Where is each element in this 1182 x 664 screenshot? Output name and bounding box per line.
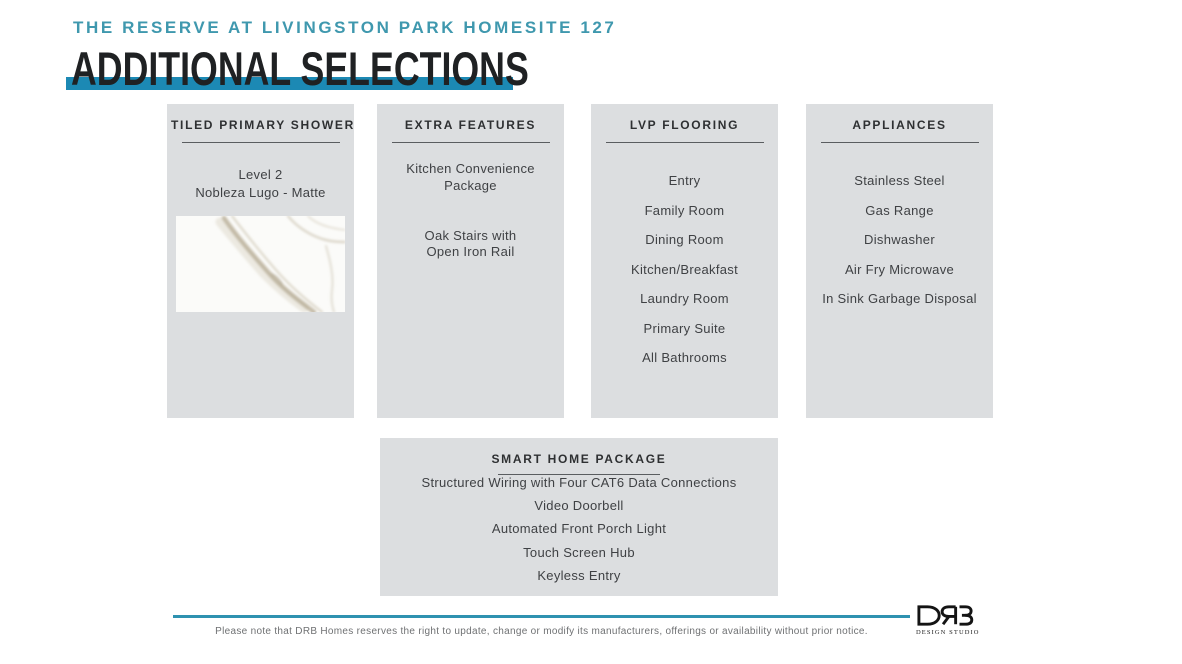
- list-item: Stainless Steel: [854, 173, 945, 189]
- card-smart-home-package: [380, 438, 778, 596]
- list-item: Keyless Entry: [537, 567, 621, 583]
- list-item: Gas Range: [865, 202, 934, 218]
- card-title: APPLIANCES: [852, 118, 947, 132]
- list-item: Structured Wiring with Four CAT6 Data Connections: [421, 475, 737, 491]
- feature-line: Oak Stairs with: [424, 228, 517, 243]
- marble-tile-swatch: [176, 216, 345, 312]
- list-item: Laundry Room: [640, 291, 729, 307]
- list-item: Dining Room: [645, 232, 724, 248]
- card-title-underline: [606, 142, 764, 143]
- list-item: Primary Suite: [643, 320, 726, 336]
- card-title: EXTRA FEATURES: [404, 118, 537, 132]
- page-title: ADDITIONAL SELECTIONS: [71, 42, 529, 95]
- card-title: SMART HOME PACKAGE: [491, 452, 667, 466]
- shower-level: Level 2: [238, 167, 283, 182]
- card-tiled-primary-shower: [167, 104, 354, 418]
- appliance-list: [806, 166, 993, 314]
- shower-selection: [167, 166, 354, 202]
- drb-logo-subtitle: DESIGN STUDIO: [916, 629, 980, 636]
- list-item: Video Doorbell: [534, 498, 624, 514]
- disclaimer-text: Please note that DRB Homes reserves the right to update, change or modify its manufacturers, offerings or availability without prior notice.: [215, 626, 868, 637]
- list-item: All Bathrooms: [642, 350, 727, 366]
- feature-oak-stairs: [377, 228, 564, 260]
- card-title: LVP FLOORING: [629, 118, 740, 132]
- drb-design-studio-logo: [916, 604, 978, 636]
- list-item: Entry: [668, 173, 701, 189]
- flooring-room-list: [591, 166, 778, 373]
- drb-logo-mark: [916, 604, 974, 628]
- community-title: THE RESERVE AT LIVINGSTON PARK HOMESITE 127: [73, 18, 617, 37]
- card-title-underline: [392, 142, 550, 143]
- list-item: Kitchen/Breakfast: [631, 261, 738, 277]
- smart-home-list: [380, 471, 778, 587]
- feature-line: Package: [444, 178, 497, 193]
- list-item: In Sink Garbage Disposal: [822, 291, 977, 307]
- card-title-underline: [821, 142, 979, 143]
- list-item: Automated Front Porch Light: [491, 521, 667, 537]
- footer-accent-line: [173, 615, 910, 618]
- feature-kitchen-convenience: [377, 160, 564, 194]
- list-item: Air Fry Microwave: [844, 261, 955, 277]
- card-extra-features: [377, 104, 564, 418]
- list-item: Touch Screen Hub: [523, 544, 635, 560]
- feature-line: Kitchen Convenience: [406, 161, 535, 176]
- shower-tile-name: Nobleza Lugo - Matte: [195, 185, 326, 200]
- card-title: TILED PRIMARY SHOWER: [171, 118, 356, 132]
- card-title-underline: [182, 142, 340, 143]
- list-item: Family Room: [644, 202, 725, 218]
- feature-line: Open Iron Rail: [426, 244, 515, 259]
- card-lvp-flooring: [591, 104, 778, 418]
- list-item: Dishwasher: [864, 232, 935, 248]
- card-appliances: [806, 104, 993, 418]
